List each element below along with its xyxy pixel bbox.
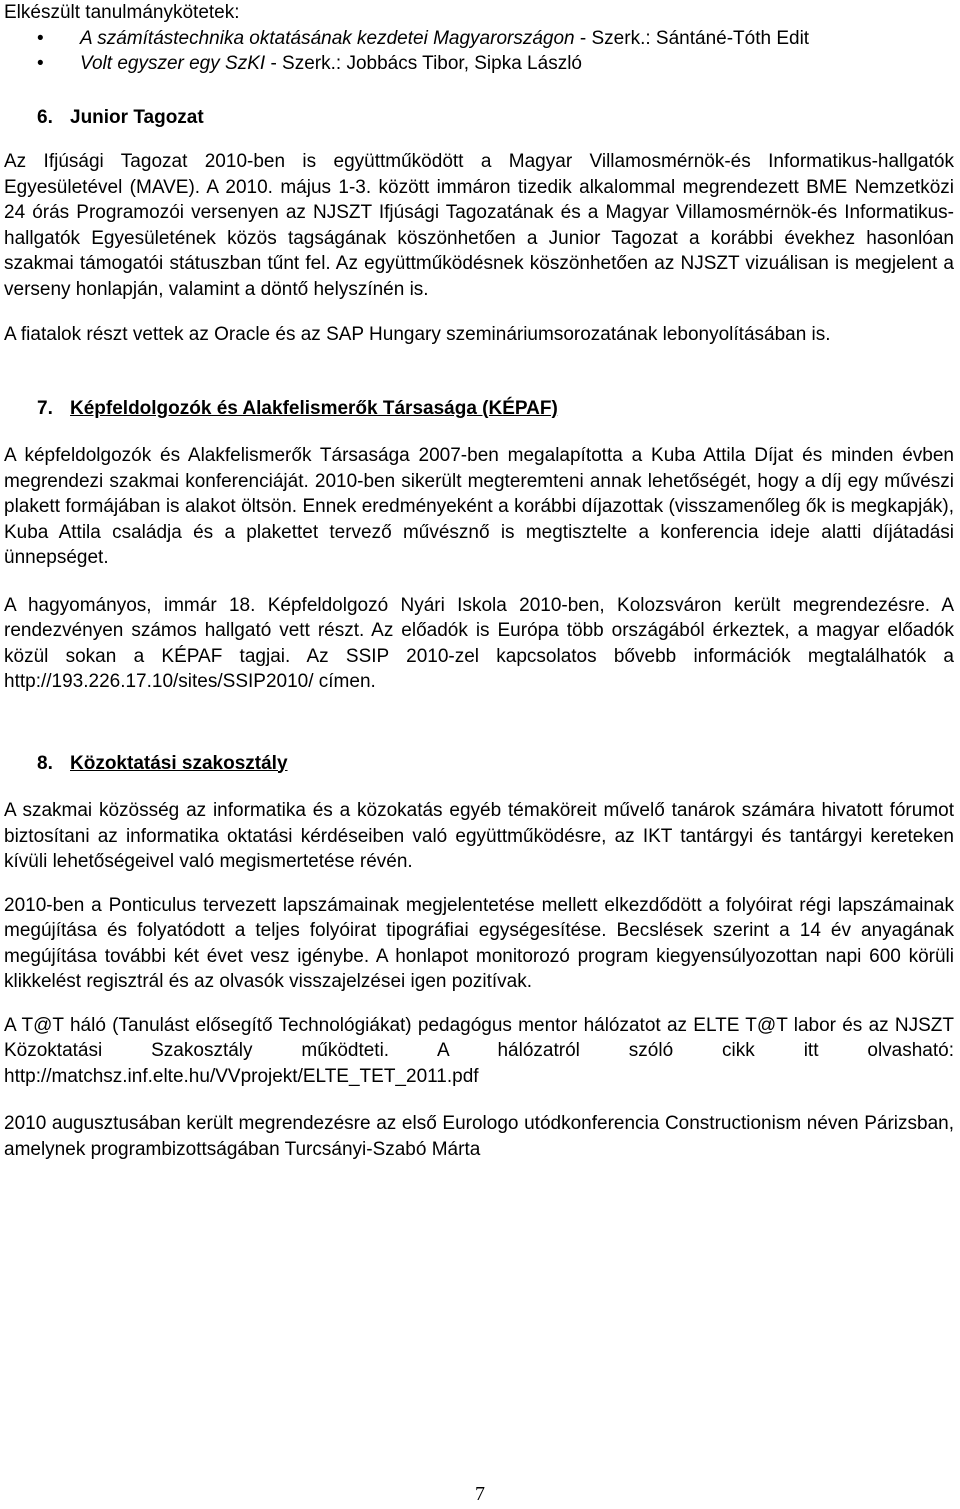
section-number: 6. — [37, 106, 53, 128]
section-7-paragraph-1: A képfeldolgozók és Alakfelismerők Társasága 2007-ben megalapította a Kuba Attila Díjat és minden évben megrendezi szakmai konferenciáját. 2010-ben sikerült megteremteni annak lehetőségét, hogy a díj egy művészi plakett formájában is alakot öltsön. Ennek eredményeként a korábbi díjazottak (visszamenőleg ők is megkapják), Kuba Attila családja és a plakettet tervező művésznő is megtisztelte a konferencia ideje alatti díjátadási ünnepséget. — [4, 445, 954, 568]
intro-label: Elkészült tanulmánykötetek: — [4, 2, 240, 23]
book-list — [4, 26, 954, 77]
section-title: Junior Tagozat — [70, 106, 204, 128]
book-item — [4, 26, 954, 52]
section-8-paragraph-4: 2010 augusztusában került megrendezésre az első Eurologo utódkonferencia Constructionism néven Párizsban, amelynek programbizottságában Turcsányi-Szabó Márta — [4, 1113, 954, 1160]
section-8-paragraph-2: 2010-ben a Ponticulus tervezett lapszámainak megjelentetése mellett elkezdődött a folyóirat régi lapszámainak megújítása és folyatódott a teljes folyóirat tipográfiai egységesítése. Becslések szerint a 14 év anyagának megújítása további két évet vesz igénybe. A honlapot monitorozó program kiegyensúlyozottan napi 600 körüli klikkelést regisztrál és az olvasók visszajelzései igen pozitívak. — [4, 894, 954, 992]
section-title: Képfeldolgozók és Alakfelismerők Társasága (KÉPAF) — [70, 397, 558, 419]
section-title: Közoktatási szakosztály — [70, 752, 288, 774]
book-editor: - Szerk.: Jobbács Tibor, Sipka László — [265, 53, 582, 74]
book-title: A számítástechnika oktatásának kezdetei Magyarországon — [80, 27, 575, 49]
section-6-paragraph-2: A fiatalok részt vettek az Oracle és az SAP Hungary szemináriumsorozatának lebonyolításában is. — [4, 324, 831, 345]
section-7-paragraph-2: A hagyományos, immár 18. Képfeldolgozó Nyári Iskola 2010-ben, Kolozsváron került megrendezésre. A rendezvényen számos hallgató vett részt. Az előadók is Európa több országából érkeztek, a magyar előadók közül sokan a KÉPAF tagjai. Az SSIP 2010-zel kapcsolatos bővebb információk megtalálhatók a http://193.226.17.10/sites/SSIP2010/ címen. — [4, 594, 954, 692]
section-6-heading — [4, 105, 954, 131]
section-8-heading — [4, 751, 954, 777]
page-number: 7 — [475, 1483, 485, 1505]
book-editor: - Szerk.: Sántáné-Tóth Edit — [574, 27, 810, 49]
section-number: 8. — [37, 752, 53, 774]
section-number: 7. — [37, 397, 53, 419]
section-7-heading — [4, 396, 954, 422]
bullet-icon: • — [37, 27, 44, 49]
bullet-icon: • — [37, 53, 44, 74]
section-8-paragraph-3: A T@T háló (Tanulást elősegítő Technológiákat) pedagógus mentor hálózatot az ELTE T@T labor és az NJSZT Közoktatási Szakosztály működteti. A hálózatról szóló cikk itt olvasható: http://matchsz.inf.elte.hu/VVprojekt/ELTE_TET_2011.pdf — [4, 1014, 954, 1087]
section-8-paragraph-1: A szakmai közösség az informatika és a közokatás egyéb témaköreit művelő tanárok számára hivatott fórumot biztosítani az informatika oktatási kérdéseiben való együttműködésre, az IKT tantárgyi és tantárgyi kereteken kívüli lehetőségeivel való megismertetése révén. — [4, 800, 954, 872]
document-page — [4, 0, 954, 1162]
book-item — [4, 51, 954, 77]
section-6-paragraph-1: Az Ifjúsági Tagozat 2010-ben is együttműködött a Magyar Villamosmérnök-és Informatikus-hallgatók Egyesületével (MAVE). A 2010. május 1-3. között immáron tizedik alkalommal megrendezett BME Nemzetközi 24 órás Programozói versenyen az NJSZT Ifjúsági Tagozatának és a Magyar Villamosmérnök-és Informatikus-hallgatók Egyesületének közös tagságának köszönhetően a Junior Tagozat a korábbi évekhez hasonlóan szakmai támogatói státuszban tűnt fel. Az együttműködésnek köszönhetően az NJSZT vizuálisan is megjelent a verseny honlapján, valamint a döntő helyszínén is. — [4, 151, 954, 300]
book-title: Volt egyszer egy SzKI — [80, 53, 266, 74]
